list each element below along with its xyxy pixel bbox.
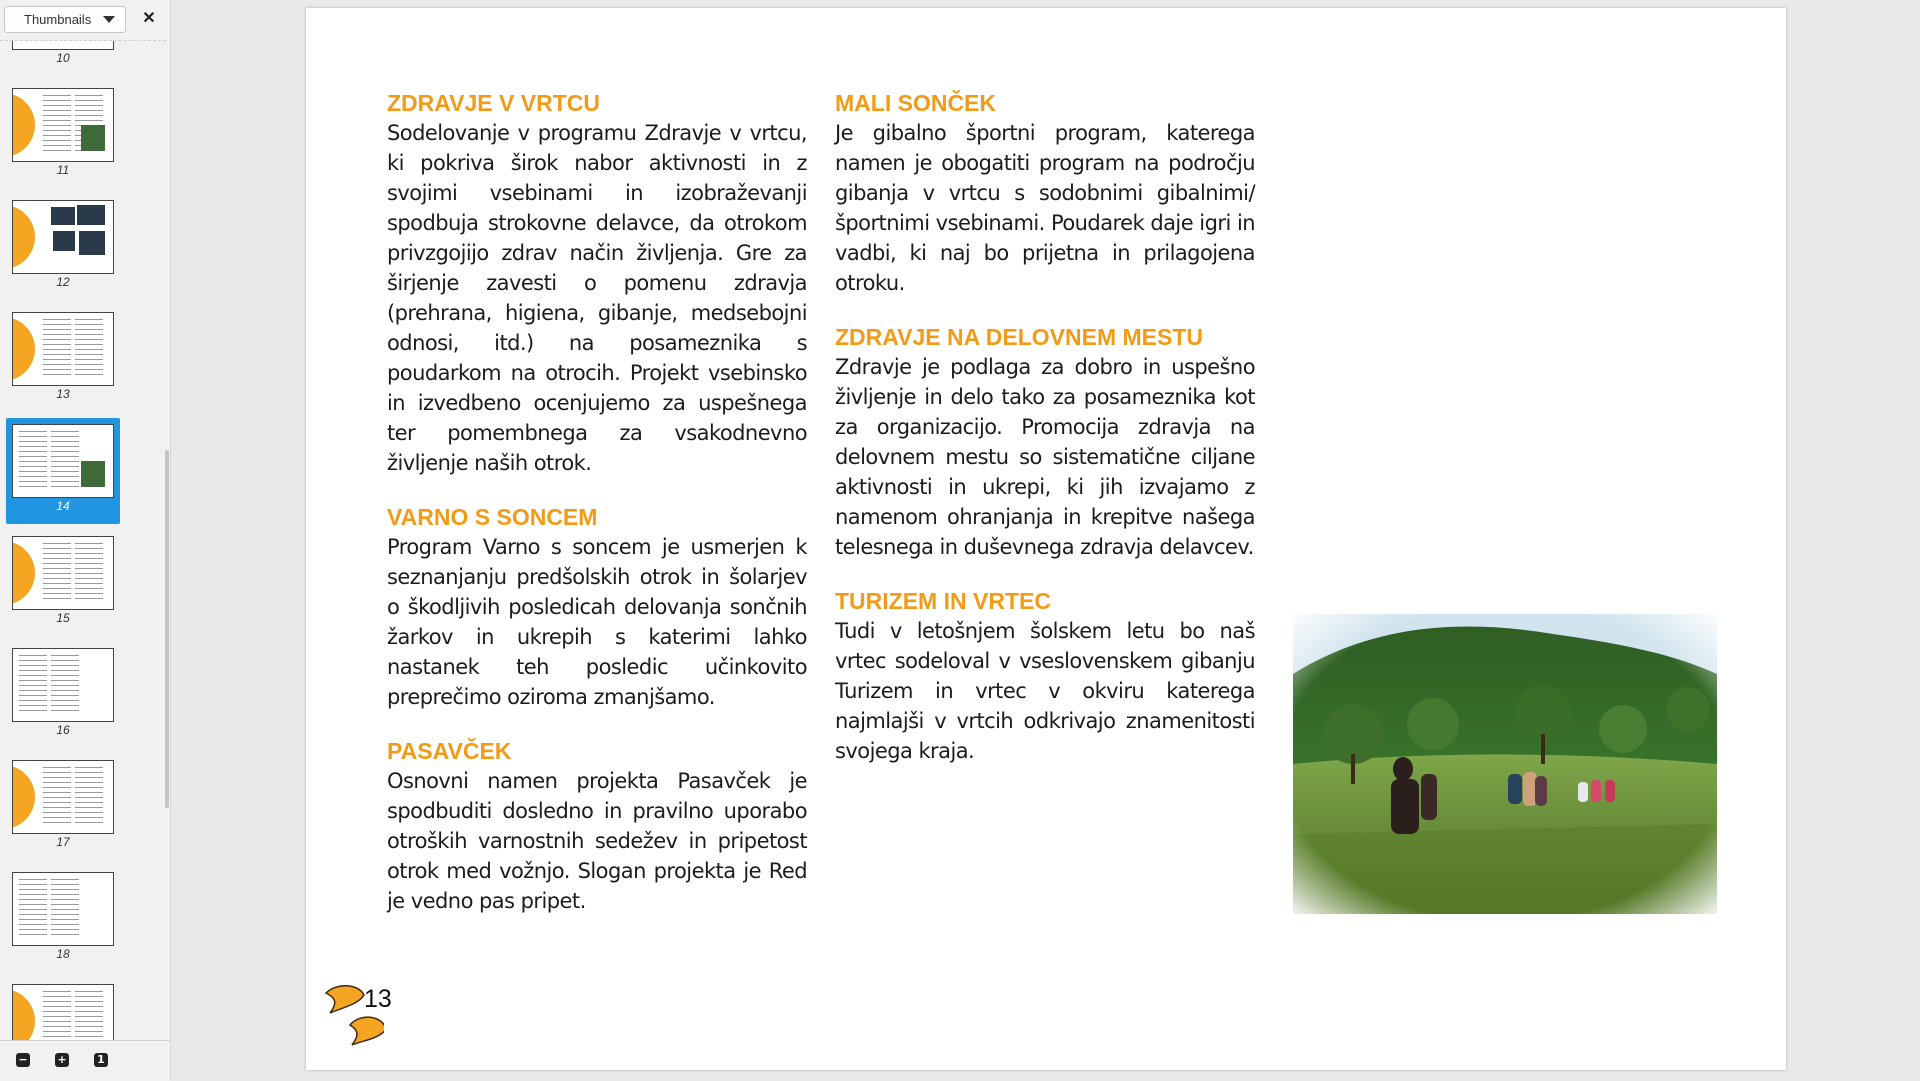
page-footer (324, 983, 404, 1055)
sidebar-footer (0, 1040, 170, 1081)
chevron-down-icon (103, 16, 115, 23)
section-body: Program Varno s soncem je usmerjen k seznanjanju predšolskih otrok in šolarjev o škodljivih posledicah delovanja sončnih žarkov in ukrepih s katerimi lahko nastanek teh posledic učinkovito preprečimo oziroma zmanjšamo. (387, 535, 807, 709)
text-column-left (387, 88, 807, 916)
thumbnail-page-18[interactable] (6, 866, 120, 972)
section-heading: ZDRAVJE NA DELOVNEM MESTU (835, 324, 1204, 350)
thumbnail-label: 18 (56, 947, 70, 961)
thumbnail-label: 17 (56, 835, 70, 849)
thumbnail-preview (12, 88, 114, 162)
section-body: Sodelovanje v programu Zdravje v vrtcu, ki pokriva širok nabor aktivnosti in z svojimi vsebinami in izobraževanji spodbuja strokovne delavce, da otrokom privzgojijo zdrav način življenja. Gre za širjenje zavesti o pomenu zdravja (prehrana, higiena, gibanje, medsebojni odnosi, itd.) na posameznika s poudarkom na otrocih. Projekt vsebinsko in izvedbeno ocenjujemo za uspešnega ter pomembnega za vsakodnevno življenje naših otrok. (387, 121, 807, 475)
sidebar-header (0, 0, 170, 40)
thumbnail-page-10[interactable] (6, 40, 120, 76)
close-sidebar-button[interactable]: ✕ (142, 10, 156, 27)
page-number: 13 (364, 985, 392, 1013)
document-page (306, 8, 1786, 1070)
section-heading: VARNO S SONCEM (387, 504, 598, 530)
thumbnail-preview (12, 872, 114, 946)
thumbnail-preview (12, 200, 114, 274)
thumbnail-label: 14 (56, 499, 70, 513)
section-heading: MALI SONČEK (835, 90, 996, 116)
thumbnail-page-15[interactable] (6, 530, 120, 636)
thumbnail-page-17[interactable] (6, 754, 120, 860)
sidebar-view-select-label: Thumbnails (24, 12, 92, 27)
page-fit-button[interactable]: 1 (94, 1053, 108, 1067)
thumbnail-preview (12, 760, 114, 834)
thumbnail-preview (12, 424, 114, 498)
thumbnail-label: 12 (56, 275, 70, 289)
document-viewer[interactable] (171, 0, 1920, 1080)
thumbnail-preview (12, 536, 114, 610)
section-body: Tudi v letošnjem šolskem letu bo naš vrtec sodeloval v vseslovenskem gibanju Turizem in vrtec v okviru katerega najmlajši v vrtcih odkrivajo znamenitosti svojega kraja. (835, 619, 1255, 763)
text-column-right (835, 88, 1255, 766)
meadow-hiking-photo (1293, 614, 1717, 914)
thumbnail-page-12[interactable] (6, 194, 120, 300)
thumbnail-page-19[interactable] (6, 978, 120, 1041)
thumbnail-scrollbar[interactable] (165, 450, 169, 808)
section-heading: ZDRAVJE V VRTCU (387, 90, 600, 116)
section-body: Je gibalno športni program, katerega namen je obogatiti program na področju gibanja v vrtcu s sodobnimi gibalnimi/ športnimi vsebinami. Poudarek daje igri in vadbi, ki naj bo prijetna in prilagojena otroku. (835, 121, 1255, 295)
thumbnail-label: 16 (56, 723, 70, 737)
thumbnail-list (0, 40, 166, 1041)
thumbnail-label: 11 (56, 163, 70, 177)
section-body: Zdravje je podlaga za dobro in uspešno življenje in delo tako za posameznika kot za organizacijo. Promocija zdravja na delovnem mestu so sistematične ciljane aktivnosti in ukrepi, ki jih izvajamo z namenom ohranjanja in krepitve našega telesnega in duševnega zdravja delavcev. (835, 355, 1255, 559)
thumbnail-preview (12, 40, 114, 50)
thumbnail-page-13[interactable] (6, 306, 120, 412)
zoom-in-button[interactable]: + (55, 1053, 69, 1067)
thumbnail-label: 10 (56, 51, 70, 65)
section-heading: PASAVČEK (387, 738, 512, 764)
thumbnail-page-14[interactable] (6, 418, 120, 524)
thumbnail-preview (12, 312, 114, 386)
thumbnail-page-16[interactable] (6, 642, 120, 748)
section-heading: TURIZEM IN VRTEC (835, 588, 1051, 614)
thumbnail-sidebar (0, 0, 171, 1080)
thumbnail-page-11[interactable] (6, 82, 120, 188)
thumbnail-label: 13 (56, 387, 70, 401)
sidebar-view-select[interactable] (4, 6, 126, 33)
section-body: Osnovni namen projekta Pasavček je spodbuditi dosledno in pravilno uporabo otroških varnostnih sedežev in pripetost otrok med vožnjo. Slogan projekta je Red je vedno pas pripet. (387, 769, 807, 913)
thumbnail-label: 15 (56, 611, 70, 625)
zoom-out-button[interactable]: − (16, 1053, 30, 1067)
thumbnail-preview (12, 984, 114, 1041)
thumbnail-preview (12, 648, 114, 722)
